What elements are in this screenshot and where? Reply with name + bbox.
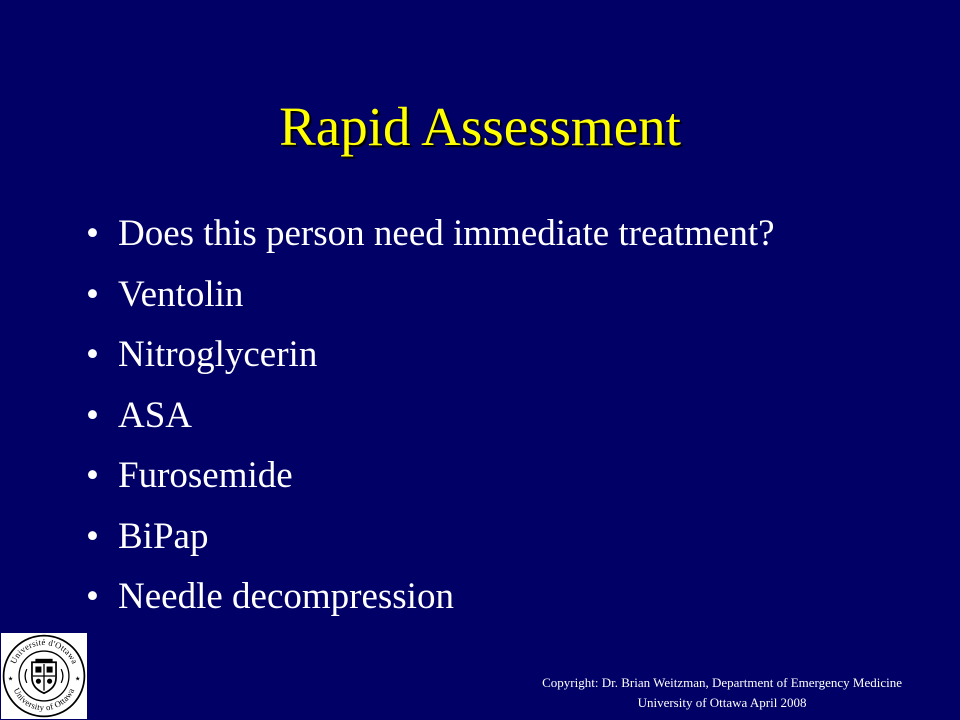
svg-text:Université d'Ottawa: Université d'Ottawa [7, 637, 81, 666]
bullet-icon: • [86, 515, 99, 557]
bullet-text: ASA [118, 394, 193, 436]
bullet-text: Needle decompression [118, 576, 454, 617]
footer-line-2: University of Ottawa April 2008 [637, 695, 807, 710]
bullet-text: Ventolin [118, 273, 244, 315]
bullet-icon: • [86, 576, 99, 617]
bullet-text: Does this person need immediate treatment? [118, 213, 775, 254]
slide-title: Rapid Assessment [279, 96, 681, 157]
svg-text:★: ★ [74, 675, 81, 683]
bullet-icon: • [86, 273, 99, 315]
bullet-icon: • [86, 213, 99, 254]
svg-text:University of Ottawa: University of Ottawa [11, 686, 77, 713]
bullet-text: Furosemide [118, 455, 293, 496]
footer-line-1: Copyright: Dr. Brian Weitzman, Department of Emergency Medicine [542, 675, 902, 690]
svg-text:★: ★ [7, 675, 14, 683]
bullet-icon: • [86, 455, 99, 496]
university-seal-icon [1, 633, 87, 719]
bullet-text: Nitroglycerin [118, 334, 318, 375]
bullet-icon: • [86, 334, 99, 375]
bullet-icon: • [86, 394, 99, 436]
copyright-footer [542, 673, 902, 713]
bullet-text: BiPap [118, 515, 209, 557]
